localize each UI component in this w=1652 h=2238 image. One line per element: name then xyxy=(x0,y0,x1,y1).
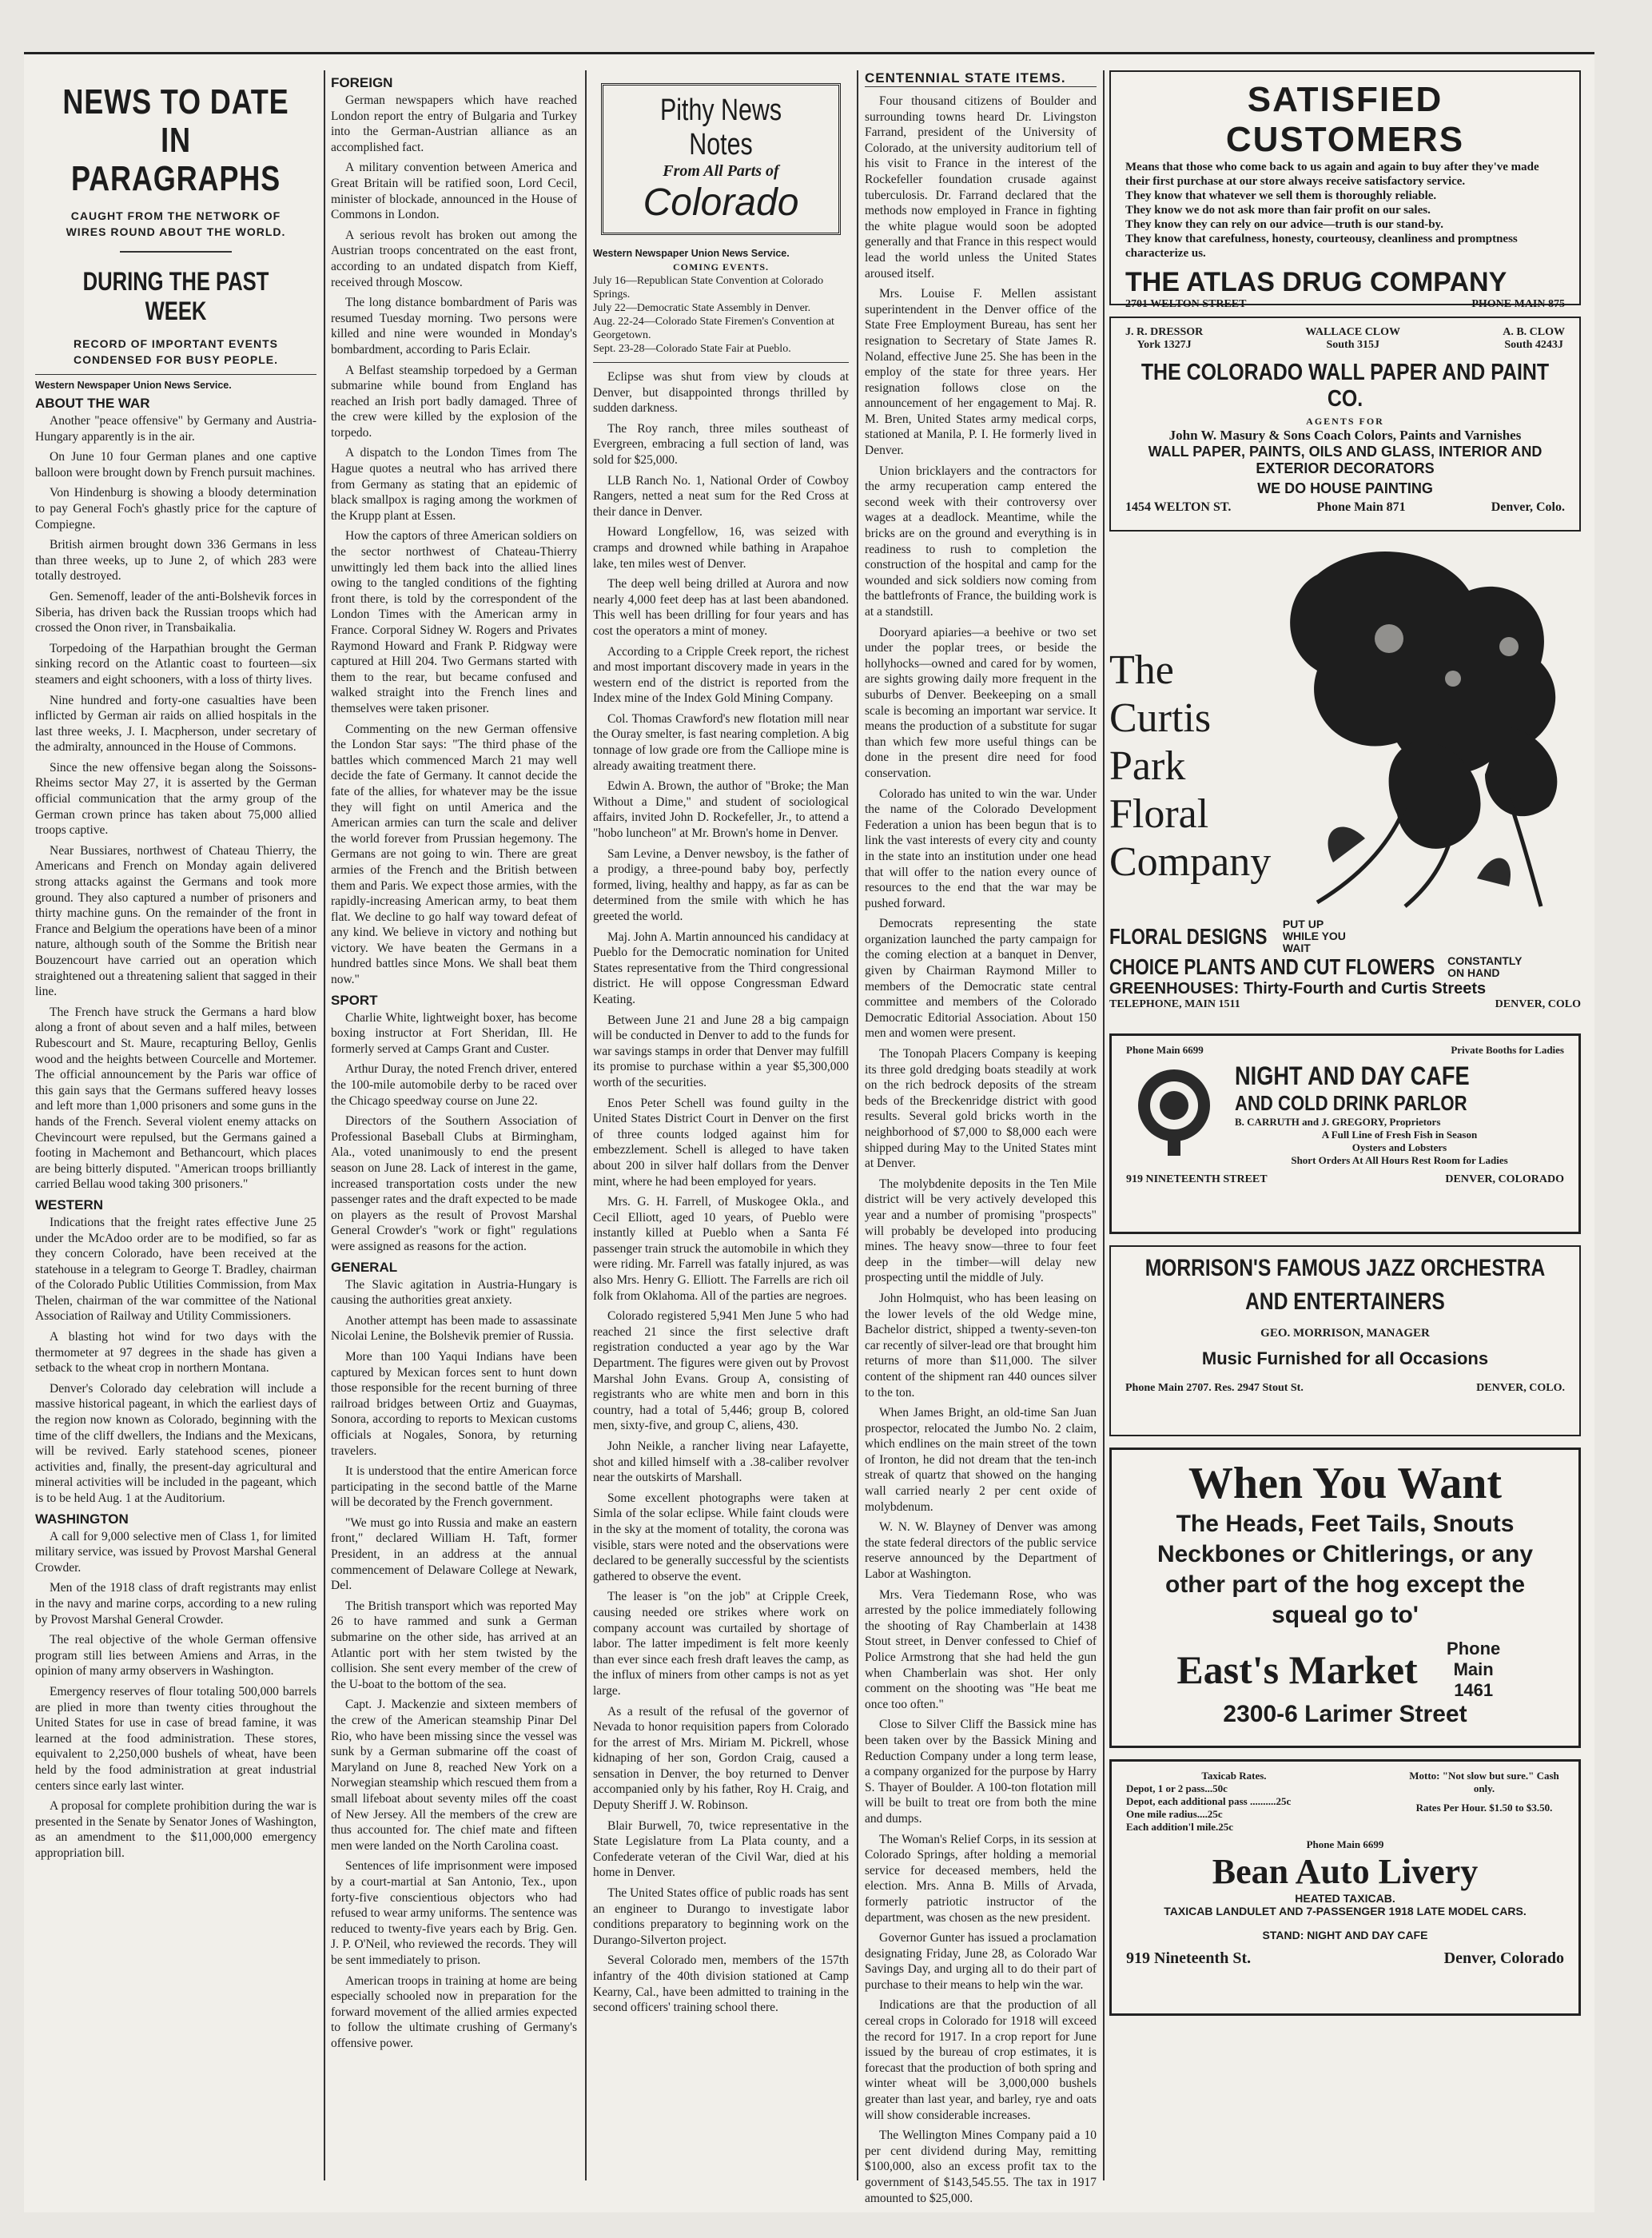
atlas-company: THE ATLAS DRUG COMPANY xyxy=(1125,267,1507,297)
column-rule xyxy=(585,70,587,2180)
easts-headline: When You Want xyxy=(1188,1459,1503,1508)
cafe-props: B. CARRUTH and J. GREGORY, Proprietors xyxy=(1235,1116,1441,1128)
cafe-booths: Private Booths for Ladies xyxy=(1451,1044,1564,1056)
cafe-title: NIGHT AND DAY CAFE xyxy=(1235,1061,1470,1090)
paragraph: Charlie White, lightweight boxer, has become boxing instructor at Fort Sheridan, Ill. He formerly served at Camps Grant and Custer. xyxy=(331,1010,577,1056)
paragraph: "We must go into Russia and make an eastern front," declared William H. Taft, former President, in an address at the annual commencement of Delaware College at Newark, Del. xyxy=(331,1515,577,1593)
bean-rate: One mile radius....25c xyxy=(1126,1808,1223,1820)
paragraph: Sam Levine, a Denver newsboy, is the father of a prodigy, a three-pound baby boy, perfectly formed, living, healthy and happy, as far as can be determined from the smile with which he has greeted the world. xyxy=(593,846,849,923)
morrison-title: MORRISON'S FAMOUS JAZZ ORCHESTRA xyxy=(1144,1255,1546,1281)
paragraph: American troops in training at home are being especially schooled now in preparation for the forward movement of the allied armies expected to follow the ultimate crushing of Germany's offensive power. xyxy=(331,1973,577,2050)
paragraph: The British transport which was reported May 26 to have rammed and sunk a German submarine on the other side, has arrived at an Atlantic port with her stem twisted by the collision. She sent every member of the crew of the U-boat to the bottom of the sea. xyxy=(331,1599,577,1691)
headline-during-week: DURING THE PAST WEEK xyxy=(82,267,269,325)
centennial-title: CENTENNIAL STATE ITEMS. xyxy=(865,70,1097,87)
easts-market-row xyxy=(1126,1639,1564,1701)
bean-footer xyxy=(1126,1949,1564,1968)
wallpaper-address: 1454 WELTON ST. xyxy=(1125,500,1232,514)
paragraph: Sentences of life imprisonment were imposed by a court-martial at San Antonio, Tex., upon forty-five conscientious objectors who had refused to wear army uniforms. The sentence was reduced to twenty-five years each by Brig. Gen. J. P. O'Neil, who reviewed the records. They will be sent immediately to prison. xyxy=(331,1859,577,1967)
morrison-manager: GEO. MORRISON, MANAGER xyxy=(1260,1327,1430,1340)
cafe-fish: A Full Line of Fresh Fish in Season xyxy=(1321,1129,1478,1141)
wallpaper-agents: AGENTS FOR xyxy=(1306,416,1384,427)
section-sport: SPORT xyxy=(331,992,378,1008)
paragraph: Democrats representing the state organization launched the party campaign for the coming election at a banquet in Denver, given by Chairman Raymond Miller to members of the Democratic state central committee and members of the Colorado Democratic Editorial Association. About 150 men and women were present. xyxy=(865,917,1097,1041)
atlas-line: They know that whatever we sell them is thoroughly reliable. xyxy=(1125,189,1437,202)
paragraph: Denver's Colorado day celebration will include a massive historical pageant, in which the earliest days of the region now known as Colorado, beginning with the time of the cliff dwellers, the Indians and the Mexicans, will be revived. Early statehood scenes, pioneer activities and, finally, the present-day agricultural and mineral activities will be included in the pageant, which is to be held Aug. 1 at the Auditorium. xyxy=(35,1381,316,1505)
paragraph: It is understood that the entire American force participating in the second battle of the Marne will be decorated by the French government. xyxy=(331,1464,577,1510)
paragraph: The molybdenite deposits in the Ten Mile district will be very actively developed this year and a number of promising "prospects" will probably be developed into producing mines. The heavy snow—three to four feet deep in the timber—will delay new prospecting until the middle of July. xyxy=(865,1177,1097,1285)
paragraph: Another "peace offensive" by Germany and Austria-Hungary apparently is in the air. xyxy=(35,414,316,444)
record-subhead: RECORD OF IMPORTANT EVENTS CONDENSED FOR BUSY PEOPLE. xyxy=(73,337,278,366)
curtis-line: Park xyxy=(1109,743,1186,789)
paragraph: The French have struck the Germans a hard blow along a front of about seven and a half miles, between Rubescourt and St. Maure, recapturing Belloy, Genlis wood and the heights between Courcelle and Mortemer. The official announcement by the Paris war office of this gain says that the Germans suffered heavy losses and left more than 1,000 prisoners and some guns in the hands of the French. Several violent enemy attacks on Chevincourt were repulsed, but the Germans gained a footing in Machemont and Bethancourt, which places are being bitterly disputed. "American troops brilliantly carried Bellau wood taking 300 prisoners." xyxy=(35,1005,316,1192)
wallpaper-name: J. R. DRESSOR York 1327J xyxy=(1125,326,1204,351)
section-western: WESTERN xyxy=(35,1197,103,1213)
paragraph: Commenting on the new German offensive the London Star says: "The third phase of the battles which commenced March 21 may well decide the fate of Germany. It cannot decide the fate of the allies, for whatever may be the issue they will fight on until America and the American armies can turn the scale and deliver the world forever from Prussian hegemony. The Germans are not going to win. There are great armies of the French and the British between them and Paris. We expect those armies, with the rapidly-increasing American army, to beat them flat. We decline to go half way toward defeat of any kind. We believe in victory and nothing but victory. We have beaten the Germans in a hundred battles since Mons. We shall beat them now." xyxy=(331,722,577,987)
paragraph: Mrs. Vera Tiedemann Rose, who was arrested by the police immediately following the shooting of Ray Chamberlain at 1438 Stout street, in Denver confessed to Chief of Police Armstrong that she had held the gun when Chamberlain was shot. Her only comment on the shooting was "He beat me once too often." xyxy=(865,1587,1097,1711)
curtis-contact xyxy=(1109,998,1581,1011)
section-washington: WASHINGTON xyxy=(35,1511,129,1527)
paragraph: German newspapers which have reached London report the entry of Bulgaria and Turkey into the German-Austrian alliance as an accomplished fact. xyxy=(331,94,577,154)
wallpaper-house: WE DO HOUSE PAINTING xyxy=(1257,480,1433,496)
newspaper-page xyxy=(24,52,1594,2212)
event-item: July 16—Republican State Convention at Colorado Springs. xyxy=(593,275,824,301)
column-advertisements xyxy=(1109,70,1581,2196)
easts-body: The Heads, Feet Tails, Snouts Neckbones or Chitlerings, or any other part of the hog except the squeal go to' xyxy=(1156,1511,1534,1628)
paragraph: Dooryard apiaries—a beehive or two set under the poplar trees, or beside the hollyhocks—owned and cared for by women, are sights growing daily more frequent in the suburbs of Denver. Beekeeping on a small scale is becoming an important war service. It means the production of a substitute for sugar than which few more useful things can be done in the present dire need for food conservation. xyxy=(865,625,1097,780)
paragraph: John Neikle, a rancher living near Lafayette, shot and killed himself with a .38-caliber revolver near the outskirts of Marshall. xyxy=(593,1440,849,1485)
coming-events-label: COMING EVENTS. xyxy=(672,261,769,273)
caught-subhead: CAUGHT FROM THE NETWORK OF WIRES ROUND ABOUT THE WORLD. xyxy=(66,209,286,238)
bean-rate: Depot, each additional pass ..........25c xyxy=(1126,1795,1292,1807)
paragraph: Colorado has united to win the war. Under the name of the Colorado Development Federation a union has been begun that is to link the vast interests of every city and county in the state into an institution under one head that will offer to the nation every ounce of resources to the end that the war may be pushed forward. xyxy=(865,786,1097,910)
paragraph: John Holmquist, who has been leasing on the lower levels of the old Wedge mine, Bachelor district, shipped a twenty-seven-ton car recently of silver-lead ore that brought him returns of more than $11,000. The silver content of the shipment ran 440 ounces silver to the ton. xyxy=(865,1291,1097,1400)
paragraph: Directors of the Southern Association of Professional Baseball Clubs at Birmingham, Ala., voted unanimously to end the present season on June 28. Lack of interest in the game, increased transportation costs under the new passenger rates and the draft expected to be made on players as the result of Provost Marshal General Crowder's "work or fight" regulations were assigned as reasons for the action. xyxy=(331,1114,577,1253)
paragraph: Some excellent photographs were taken at Simla of the solar eclipse. While faint clouds were in the sky at the moment of totality, the corona was visible, stars were noted and the observations were declared to be generally successful by the scientists gathered to observe the event. xyxy=(593,1491,849,1583)
ad-easts-market xyxy=(1109,1448,1581,1748)
wallpaper-name: WALLACE CLOW South 315J xyxy=(1305,326,1401,351)
paragraph: The deep well being drilled at Aurora and now nearly 4,000 feet deep has at last been abandoned. This well has been drilling for four years and has cost the operators a mint of money. xyxy=(593,577,849,638)
cafe-text xyxy=(1235,1061,1564,1167)
wallpaper-name: A. B. CLOW South 4243J xyxy=(1503,326,1565,351)
headline-news-to-date: NEWS TO DATE IN PARAGRAPHS xyxy=(62,82,289,198)
column-rule xyxy=(1103,70,1105,2180)
choice-row xyxy=(1109,954,1581,980)
paragraph: Since the new offensive began along the Soissons-Rheims sector May 27, it is asserted by the German official communication that the army group of the German crown prince has taken about 75,000 allied troops captive. xyxy=(35,760,316,838)
coming-events xyxy=(593,261,849,356)
pithy-title: Pithy News Notes xyxy=(659,94,782,161)
paragraph: Maj. John A. Martin announced his candidacy at Pueblo for the Democratic nomination for United States representative from the Third congressional district. He will oppose Congressman Edward Keating. xyxy=(593,930,849,1006)
paragraph: When James Bright, an old-time San Juan prospector, relocated the Jumbo No. 2 claim, which endlines on the main street of the town of Ironton, he did not dream that the ten-inch streak of quartz that showed on the hanging wall carried nearly 2 per cent oxide of molybdenum. xyxy=(865,1406,1097,1514)
paragraph: Governor Gunter has issued a proclamation designating Friday, June 28, as Colorado War Savings Day, and urging all to do their part of purchase to their means to help win the war. xyxy=(865,1931,1097,1992)
greenhouses: GREENHOUSES: Thirty-Fourth and Curtis Streets xyxy=(1109,980,1487,998)
paragraph: Torpedoing of the Harpathian brought the German sinking record on the Atlantic coast to fourteen—six steamers and eight schooners, with a loss of thirty lives. xyxy=(35,641,316,687)
curtis-telephone: TELEPHONE, MAIN 1511 xyxy=(1109,998,1240,1010)
bean-phone: Phone Main 6699 xyxy=(1306,1838,1384,1850)
paragraph: Indications are that the production of all cereal crops in Colorado for 1918 will exceed the record for 1917. In a crop report for June issued by the bureau of crop estimates, it is forecast that the production of both spring and winter wheat will be 3,000,000 bushels greater than last year, and barley, rye and oats will show considerable increases. xyxy=(865,1998,1097,2122)
bean-rates xyxy=(1126,1770,1342,1834)
wallpaper-names xyxy=(1125,326,1565,352)
paragraph: Several Colorado men, members of the 157th infantry of the 40th division stationed at Camp Kearny, Cal., have been admitted to training in the second officers' training school there. xyxy=(593,1953,849,2015)
paragraph: A proposal for complete prohibition during the war is presented in the Senate by Senator Jones of Washington, as an amendment to the $11,000,000 emergency appropriation bill. xyxy=(35,1799,316,1860)
paragraph: Indications that the freight rates effective June 25 under the McAdoo order are to be modified, so far as they concern Colorado, have been received at the statehouse in a telegram to George T. Bradley, chairman of the Colorado Public Utilities Commission, from Max Thelen, chairman of the war committee of the National Association of Railway and Utility Commissioners. xyxy=(35,1215,316,1324)
paragraph: A serious revolt has broken out among the Austrian troops concentrated on the east front, according to an undated dispatch from Kieff, received through Moscow. xyxy=(331,228,577,289)
curtis-line: Company xyxy=(1109,839,1272,885)
paragraph: Howard Longfellow, 16, was seized with cramps and drowned while bathing in Arapahoe lake, ten miles west of Denver. xyxy=(593,525,849,571)
wallpaper-city: Denver, Colo. xyxy=(1491,500,1565,514)
easts-phone: Phone Main 1461 xyxy=(1447,1639,1501,1700)
curtis-line: Curtis xyxy=(1109,695,1212,741)
column-pithy-news xyxy=(593,70,849,2196)
bean-title: Bean Auto Livery xyxy=(1212,1852,1479,1891)
paragraph: The Roy ranch, three miles southeast of Evergreen, embracing a full section of land, was sold for $25,000. xyxy=(593,421,849,467)
paragraph: Close to Silver Cliff the Bassick mine has been taken over by the Bassick Mining and Reduction Company under a long term lease, a company organized for the purpose by Harry S. Thayer of Boulder. A 100-ton flotation mill will be built to treat ore from both the mine and dumps. xyxy=(865,1718,1097,1826)
paragraph: Von Hindenburg is showing a bloody determination to pay General Foch's ghastly price for the capture of Compiegne. xyxy=(35,486,316,532)
wallpaper-phone: Phone Main 871 xyxy=(1316,500,1406,514)
paragraph: Four thousand citizens of Boulder and surrounding towns heard Dr. Livingston Farrand, president of the University of Colorado, at the university auditorium tell of his visit to France in the interest of the Rockefeller foundation crusade against tuberculosis. Dr. Farrand declared that the methods now employed in France in fighting the white plague would soon be adopted generally and that France in this respect would lead the world unless the United States aroused itself. xyxy=(865,94,1097,281)
paragraph: Emergency reserves of flour totaling 500,000 barrels are plied in more than twenty cities throughout the United States for use in case of bread famine, it was learned at the food administration. These stores, equivalent to 2,250,000 bushels of wheat, have been held by the food administration at great industrial centers since early last winter. xyxy=(35,1684,316,1793)
paragraph: A military convention between America and Great Britain will be ratified soon, Lord Cecil, minister of blockade, announced in the House of Commons in London. xyxy=(331,161,577,222)
paragraph: Union bricklayers and the contractors for the army recuperation camp entered the second week with their controversy over wages at a deadlock. Meantime, while the bricks are on the ground and everything is in readiness to rush to completion the construction of the hospital and camp for the wounded and sick soldiers now coming from the battlefronts of France, the building work is at a standstill. xyxy=(865,464,1097,619)
cafe-phone: Phone Main 6699 xyxy=(1126,1044,1204,1056)
paragraph: The leaser is "on the job" at Cripple Creek, causing needed ore strikes where work on company account was curtailed by shortage of labor. The latter impediment is felt more keenly than ever since each fresh draft leaves the camp, as the influx of miners from other camps is not as yet large. xyxy=(593,1590,849,1698)
paragraph: The Woman's Relief Corps, in its session at Colorado Springs, after holding a memorial service for deceased members, held the election. Mrs. Anna B. Mills of Arvada, formerly patriotic instructor of the department, was chosen as the new president. xyxy=(865,1832,1097,1925)
cafe-emblem-icon xyxy=(1126,1061,1222,1157)
atlas-line: They know that carefulness, honesty, courteousy, cleanliness and promptness characterize us. xyxy=(1125,233,1518,260)
morrison-music: Music Furnished for all Occasions xyxy=(1201,1348,1489,1368)
atlas-line: They know we do not ask more than fair profit on our sales. xyxy=(1125,204,1431,217)
column-news-to-date xyxy=(35,70,316,2196)
morrison-footer xyxy=(1125,1382,1565,1395)
paragraph: According to a Cripple Creek report, the richest and most important discovery made in years in the western end of the district is reported from the Index mine of the Index Gold Mining Company. xyxy=(593,644,849,706)
bean-motto: Motto: "Not slow but sure." Cash only. xyxy=(1409,1770,1559,1794)
section-general: GENERAL xyxy=(331,1259,398,1275)
cafe-body xyxy=(1126,1061,1564,1167)
paragraph: Edwin A. Brown, the author of "Broke; the Man Without a Dime," and student of sociological affairs, invited John D. Rockefeller, Jr., to attend a "hobo luncheon" at Mr. Brown's home in Denver. xyxy=(593,779,849,841)
curtis-line: The xyxy=(1109,647,1174,693)
atlas-phone: PHONE MAIN 875 xyxy=(1471,298,1565,310)
bean-address: 919 Nineteenth St. xyxy=(1126,1949,1252,1967)
bean-motto-block xyxy=(1404,1770,1564,1834)
wallpaper-company: THE COLORADO WALL PAPER AND PAINT CO. xyxy=(1140,360,1550,412)
morrison-subtitle: AND ENTERTAINERS xyxy=(1245,1288,1445,1315)
paragraph: Mrs. Louise F. Mellen assistant superintendent in the Denver office of the State Free Employment Bureau, has sent her resignation to Secretary of State James R. Noland, effective June 25. She has been in the employ of the state for three years. Her resignation follows close on the announcement of her engagement to Maj. R. M. Bren, United States army medical corps, stationed at Manila, P. I. He formerly lived in Denver. xyxy=(865,287,1097,458)
constantly: CONSTANTLY ON HAND xyxy=(1447,954,1523,979)
cafe-city: DENVER, COLORADO xyxy=(1445,1173,1564,1185)
paragraph: Col. Thomas Crawford's new flotation mill near the Ouray smelter, is fast nearing completion. A big tonnage of low grade ore from the Calliope mine is already awaiting treatment there. xyxy=(593,711,849,773)
cafe-footer xyxy=(1126,1173,1564,1186)
cafe-subtitle: AND COLD DRINK PARLOR xyxy=(1235,1091,1467,1115)
section-foreign: FOREIGN xyxy=(331,75,393,90)
event-item: Sept. 23-28—Colorado State Fair at Pueblo. xyxy=(593,343,791,355)
bean-heated: HEATED TAXICAB. xyxy=(1295,1892,1395,1905)
ad-night-and-day-cafe xyxy=(1109,1033,1581,1234)
wallpaper-footer xyxy=(1125,500,1565,515)
paragraph: Eclipse was shut from view by clouds at Denver, but disappointed throngs thrilled by sudden darkness. xyxy=(593,370,849,416)
divider xyxy=(120,251,232,253)
paragraph: Between June 21 and June 28 a big campaign will be conducted in Denver to add to the funds for war savings stamps in order that Denver may fulfill its promise to purchase within a year $5,300,000 worth of the securities. xyxy=(593,1013,849,1089)
paragraph: Mrs. G. H. Farrell, of Muskogee Okla., and Cecil Elliott, aged 10 years, of Pueblo were instantly killed at Pueblo when a Santa Fé passenger train struck the automobile in which they were riding. Mr. Farrell was fatally injured, as was also Mrs. Henry G. Elliott. The Farrells are rich oil folk from Oklahoma. All of the parties are negroes. xyxy=(593,1195,849,1303)
curtis-city: DENVER, COLO xyxy=(1495,998,1581,1010)
floral-designs: FLORAL DESIGNS xyxy=(1109,923,1268,949)
paragraph: Enos Peter Schell was found guilty in the United States District Court in Denver on the first of three counts lodged against him for embezzlement. Schell is alleged to have taken about 200 in silver half dollars from the Denver mint, where he had been employed for years. xyxy=(593,1096,849,1189)
paragraph: Capt. J. Mackenzie and sixteen members of the crew of the American steamship Pinar Del Rio, who have been missing since the vessel was sunk by a German submarine off the coast of Maryland on June 8, reached New York on a Norwegian steamship which rescued them from a small lifeboat about seventy miles off the coast of New Jersey. All the members of the crew are thus accounted for. The chief mate and fifteen men were landed on the North Carolina coast. xyxy=(331,1698,577,1853)
paragraph: On June 10 four German planes and one captive balloon were brought down by French pursuit machines. xyxy=(35,450,316,480)
paragraph: Another attempt has been made to assassinate Nicolai Lenine, the Bolshevik premier of Russia. xyxy=(331,1313,577,1344)
pithy-from: From All Parts of xyxy=(663,162,779,180)
paragraph: The Slavic agitation in Austria-Hungary is causing the authorities great anxiety. xyxy=(331,1277,577,1308)
cafe-oysters: Oysters and Lobsters xyxy=(1351,1141,1447,1153)
paragraph: Near Bussiares, northwest of Chateau Thierry, the Americans and French on Monday again delivered strong attacks against the Germans and took more ground. They also captured a number of prisoners and thirty machine guns. On the remainder of the front in France and Belgium the operations have been of a minor nature, although south of the Somme the British near Bouzencourt have carried out an operation which straightened out a threatening salient that sagged in their line. xyxy=(35,843,316,999)
morrison-city: DENVER, COLO. xyxy=(1476,1382,1565,1394)
paragraph: British airmen brought down 336 Germans in less than three weeks, up to June 2, of which 283 were totally destroyed. xyxy=(35,538,316,583)
paragraph: The United States office of public roads has sent an engineer to Durango to investigate labor conditions preparatory to beginning work on the Durango-Silverton project. xyxy=(593,1886,849,1947)
paragraph: A blasting hot wind for two days with the thermometer at 97 degrees in the shade has given a setback to the wheat crop in northern Montana. xyxy=(35,1330,316,1376)
flower-illustration-icon xyxy=(1269,543,1581,910)
wallpaper-masury: John W. Masury & Sons Coach Colors, Paints and Varnishes xyxy=(1168,428,1522,443)
atlas-headline: SATISFIED CUSTOMERS xyxy=(1225,80,1465,159)
paragraph: Blair Burwell, 70, twice representative in the State Legislature from La Plata county, and a Confederate veteran of the Civil War, died at his home in Denver. xyxy=(593,1818,849,1880)
bean-top xyxy=(1126,1770,1564,1834)
paragraph: Arthur Duray, the noted French driver, entered the 100-mile automobile derby to be raced over the Chicago speedway course on June 22. xyxy=(331,1062,577,1108)
wallpaper-services: WALL PAPER, PAINTS, OILS AND GLASS, INTERIOR AND EXTERIOR DECORATORS xyxy=(1148,444,1543,476)
section-about-the-war: ABOUT THE WAR xyxy=(35,396,150,411)
paragraph: Gen. Semenoff, leader of the anti-Bolshevik forces in Siberia, has driven back the Russian troops which had crossed the Onon river, in Transbaikalia. xyxy=(35,589,316,635)
paragraph: How the captors of three American soldiers on the sector northwest of Chateau-Thierry unwittingly led them back into the allied lines owing to the tangled conditions of the fighting front there, is told by the correspondent of the London Times with the American army in France. Corporal Sidney W. Rogers and Privates Raymond Howard and Frank P. Ridgway were captured at Hill 204. Two Germans started with them to the rear, but became confused and walked straight into the French lines and themselves were taken prisoner. xyxy=(331,529,577,715)
bean-rates-title: Taxicab Rates. xyxy=(1201,1770,1267,1782)
paragraph: W. N. W. Blayney of Denver was among the state federal directors of the public service reserve announced by the Department of Labor at Washington. xyxy=(865,1520,1097,1582)
news-service-credit: Western Newspaper Union News Service. xyxy=(35,374,316,391)
divider xyxy=(593,362,849,363)
morrison-phone: Phone Main 2707. Res. 2947 Stout St. xyxy=(1125,1382,1304,1394)
ad-colorado-wall-paper xyxy=(1109,317,1581,532)
bean-rate: Depot, 1 or 2 pass...50c xyxy=(1126,1782,1228,1794)
easts-address: 2300-6 Larimer Street xyxy=(1223,1701,1467,1727)
atlas-footer xyxy=(1125,298,1565,311)
paragraph: The Tonopah Placers Company is keeping its three gold dredging boats steadily at work on the rich bedrock deposits of the stream beds of the Breckenridge district with good results. Several gold bricks worth in the neighborhood of $7,000 to $8,000 each were shipped during May to the United States mint at Denver. xyxy=(865,1047,1097,1171)
atlas-line: They know they can rely on our advice—truth is our stand-by. xyxy=(1125,218,1443,231)
paragraph: A call for 9,000 selective men of Class 1, for limited military service, was issued by Provost Marshal General Crowder. xyxy=(35,1529,316,1575)
paragraph: Colorado registered 5,941 Men June 5 who had reached 21 since the first selective draft registration conducted a year ago by the War Department. The figures were given out by Provost Marshal John Evans. Group A, consisting of registrants who are white men and born in this country, had a total of 5,446; group B, colored men, sixty-five, and group C, aliens, 430. xyxy=(593,1309,849,1433)
paragraph: Nine hundred and forty-one casualties have been inflicted by German air raids on allied hospitals in the last three weeks, J. I. Macpherson, under secretary of the admiralty, announced in the House of Commons. xyxy=(35,693,316,755)
cafe-orders: Short Orders At All Hours Rest Room for Ladies xyxy=(1291,1154,1508,1166)
paragraph: LLB Ranch No. 1, National Order of Cowboy Rangers, netted a neat sum for the Red Cross at their dance in Denver. xyxy=(593,473,849,519)
bean-rate: Each addition'l mile.25c xyxy=(1126,1821,1233,1833)
bean-stand: STAND: NIGHT AND DAY CAFE xyxy=(1262,1929,1428,1941)
paragraph: A Belfast steamship torpedoed by a German submarine while bound from England has reached an Irish port badly damaged. Three of the crew were killed by the explosion of the torpedo. xyxy=(331,363,577,440)
column-centennial-state-items xyxy=(865,70,1097,2205)
floral-row xyxy=(1109,918,1581,954)
pithy-place: Colorado xyxy=(643,181,799,224)
curtis-name xyxy=(1109,647,1271,886)
cafe-address: 919 NINETEENTH STREET xyxy=(1126,1173,1268,1185)
bean-city: Denver, Colorado xyxy=(1443,1949,1564,1967)
paragraph: The long distance bombardment of Paris was resumed Tuesday morning. Two persons were killed and nine were wounded in Monday's bombardment, according to Paris Eclair. xyxy=(331,296,577,356)
paragraph: As a result of the refusal of the governor of Nevada to honor requisition papers from Colorado for the arrest of Mrs. Miriam M. Pickrell, whose kidnaping of her son, Gordon Craig, caused a sensation in Denver, the boy returned to Denver accompanied only by his father, Roy H. Craig, and Deputy Sheriff J. W. Robinson. xyxy=(593,1704,849,1813)
paragraph: Men of the 1918 class of draft registrants may enlist in the navy and marine corps, according to a new ruling by Provost Marshal General Crowder. xyxy=(35,1581,316,1627)
paragraph: The real objective of the whole German offensive program still lies between Amiens and Arras, in the opinion of many army observers in Washington. xyxy=(35,1633,316,1678)
paragraph: More than 100 Yaqui Indians have been captured by Mexican forces sent to hunt down those responsible for the recent burning of three railroad bridges between Ortiz and Guaymas, Sonora, according to reports to Mexican customs officials at Nogales, Sonora, by returning travelers. xyxy=(331,1349,577,1458)
bean-landulet: TAXICAB LANDULET AND 7-PASSENGER 1918 LATE MODEL CARS. xyxy=(1164,1905,1527,1917)
curtis-footer xyxy=(1109,918,1581,1011)
paragraph: The Wellington Mines Company paid a 10 per cent dividend during May, remitting $100,000, also an excess profit tax to the government of $143,545.55. The tax in 1917 amounted to $25,000. xyxy=(865,2128,1097,2205)
event-item: July 22—Democratic State Assembly in Denver. xyxy=(593,302,811,314)
curtis-line: Floral xyxy=(1109,791,1209,837)
news-service-credit: Western Newspaper Union News Service. xyxy=(593,248,790,259)
choice-plants: CHOICE PLANTS AND CUT FLOWERS xyxy=(1109,954,1435,979)
ad-morrison-jazz xyxy=(1109,1245,1581,1436)
event-item: Aug. 22-24—Colorado State Firemen's Convention at Georgetown. xyxy=(593,316,834,341)
atlas-line: Means that those who come back to us again and again to buy after they've made their first purchase at our store always receive satisfactory service. xyxy=(1125,161,1539,188)
pithy-news-box xyxy=(601,83,841,235)
put-up: PUT UP WHILE YOU WAIT xyxy=(1282,918,1346,954)
column-rule xyxy=(857,70,858,2180)
ad-atlas-drug xyxy=(1109,70,1581,310)
paragraph: A dispatch to the London Times from The Hague quotes a neutral who has arrived there from Germany as stating that an epidemic of black smallpox is raging among the workmen of the Krupp plant at Essen. xyxy=(331,446,577,523)
ad-curtis-park-floral xyxy=(1109,543,1581,1022)
bean-per-hour: Rates Per Hour. $1.50 to $3.50. xyxy=(1415,1802,1553,1814)
atlas-address: 2701 WELTON STREET xyxy=(1125,298,1247,310)
easts-market: East's Market xyxy=(1176,1647,1418,1692)
column-foreign-sport-general xyxy=(331,70,577,2196)
ad-bean-auto-livery xyxy=(1109,1759,1581,2016)
column-rule xyxy=(324,70,325,2180)
cafe-top xyxy=(1126,1044,1564,1057)
